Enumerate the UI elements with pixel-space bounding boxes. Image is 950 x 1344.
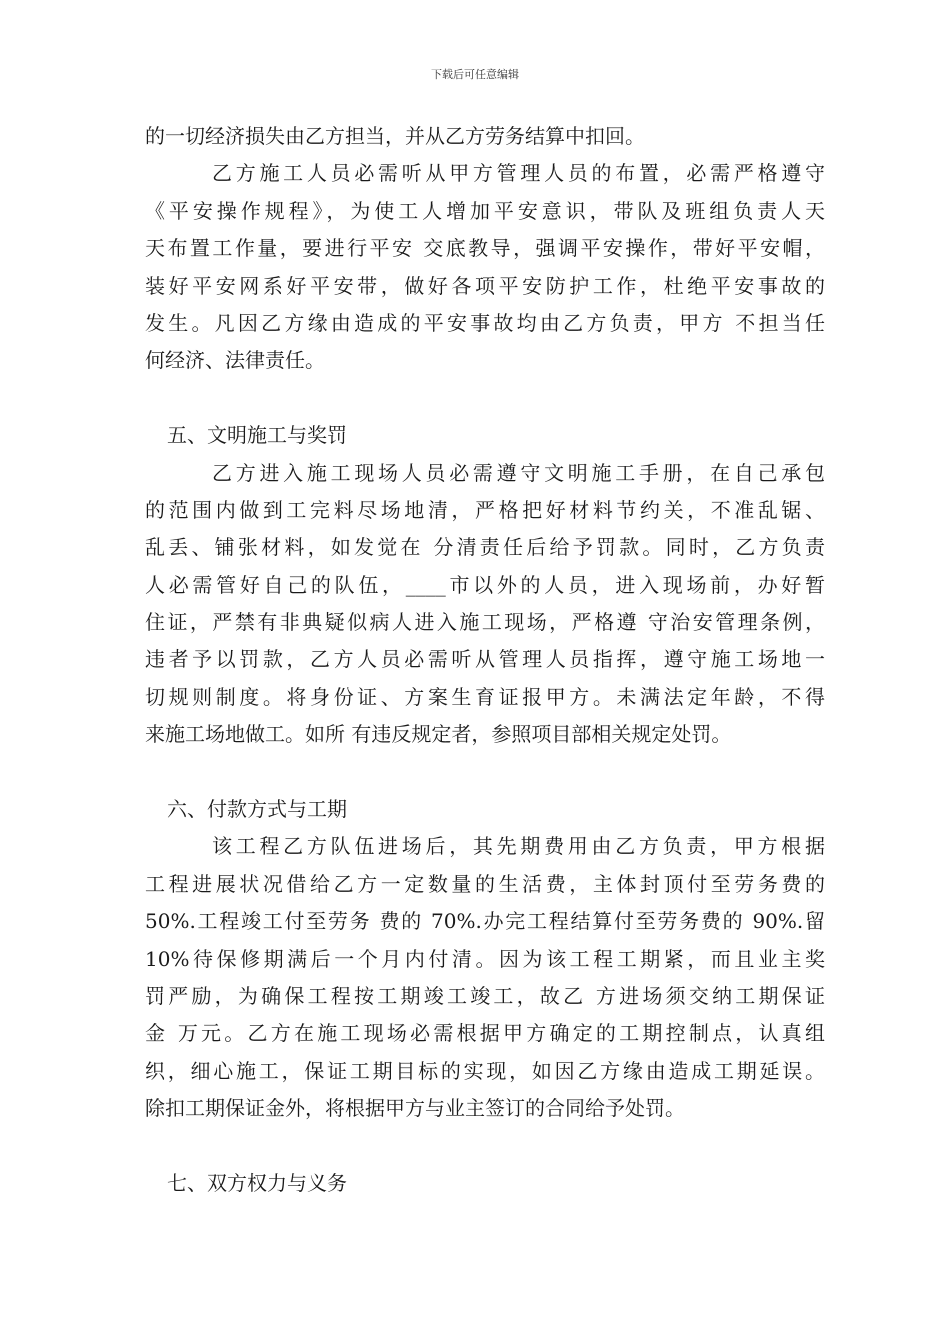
paragraph-line: 人必需管好自己的队伍，____市以外的人员，进入现场前，办好暂 <box>145 572 825 597</box>
paragraph-line: 10%待保修期满后一个月内付清。因为该工程工期紧，而且业主奖 <box>145 946 825 971</box>
paragraph-line: 乱丢、铺张材料，如发觉在 分清责任后给予罚款。同时，乙方负责 <box>145 535 825 560</box>
section-gap <box>145 1128 825 1165</box>
paragraph-line: 50%.工程竣工付至劳务 费的 70%.办完工程结算付至劳务费的 90%.留 <box>145 909 825 934</box>
paragraph-line: 织，细心施工，保证工期目标的实现，如因乙方缘由造成工期延误。 <box>145 1058 825 1083</box>
paragraph-line: 何经济、法律责任。 <box>145 348 325 373</box>
paragraph-line: 该工程乙方队伍进场后，其先期费用由乙方负责，甲方根据 <box>212 834 825 859</box>
paragraph-line: 违者予以罚款，乙方人员必需听从管理人员指挥，遵守施工场地一 <box>145 647 825 672</box>
paragraph-line: 装好平安网系好平安带，做好各项平安防护工作，杜绝平安事故的 <box>145 273 825 298</box>
section-heading: 六、付款方式与工期 <box>167 797 347 822</box>
paragraph-line: 的范围内做到工完料尽场地清，严格把好材料节约关，不准乱锯、 <box>145 497 825 522</box>
paragraph-line: 乙方施工人员必需听从甲方管理人员的布置，必需严格遵守 <box>212 161 825 186</box>
paragraph-line: 的一切经济损失由乙方担当，并从乙方劳务结算中扣回。 <box>145 124 645 148</box>
paragraph-line: 《平安操作规程》，为使工人增加平安意识，带队及班组负责人天 <box>145 198 825 223</box>
paragraph-line: 天布置工作量，要进行平安 交底教导，强调平安操作，带好平安帽， <box>145 236 825 261</box>
paragraph-line: 金 万元。乙方在施工现场必需根据甲方确定的工期控制点，认真组 <box>145 1021 825 1046</box>
section-gap <box>145 380 825 417</box>
section-heading: 五、文明施工与奖罚 <box>167 423 347 448</box>
page-header: 下载后可任意编辑 <box>431 68 519 81</box>
paragraph-line: 切规则制度。将身份证、方案生育证报甲方。未满法定年龄，不得 <box>145 684 825 709</box>
section-gap <box>145 754 825 791</box>
paragraph-line: 来施工场地做工。如所 有违反规定者，参照项目部相关规定处罚。 <box>145 722 732 747</box>
paragraph-line: 发生。凡因乙方缘由造成的平安事故均由乙方负责，甲方 不担当任 <box>145 310 825 335</box>
paragraph-line: 除扣工期保证金外，将根据甲方与业主签订的合同给予处罚。 <box>145 1096 685 1121</box>
paragraph-line: 工程进展状况借给乙方一定数量的生活费，主体封顶付至劳务费的 <box>145 871 825 896</box>
paragraph-line: 乙方进入施工现场人员必需遵守文明施工手册，在自己承包 <box>212 460 825 485</box>
document-body <box>145 118 825 1202</box>
paragraph-line: 住证，严禁有非典疑似病人进入施工现场，严格遵 守治安管理条例， <box>145 610 825 635</box>
section-heading: 七、双方权力与义务 <box>167 1170 347 1195</box>
paragraph-line: 罚严励，为确保工程按工期竣工竣工，故乙 方进场须交纳工期保证 <box>145 983 825 1008</box>
